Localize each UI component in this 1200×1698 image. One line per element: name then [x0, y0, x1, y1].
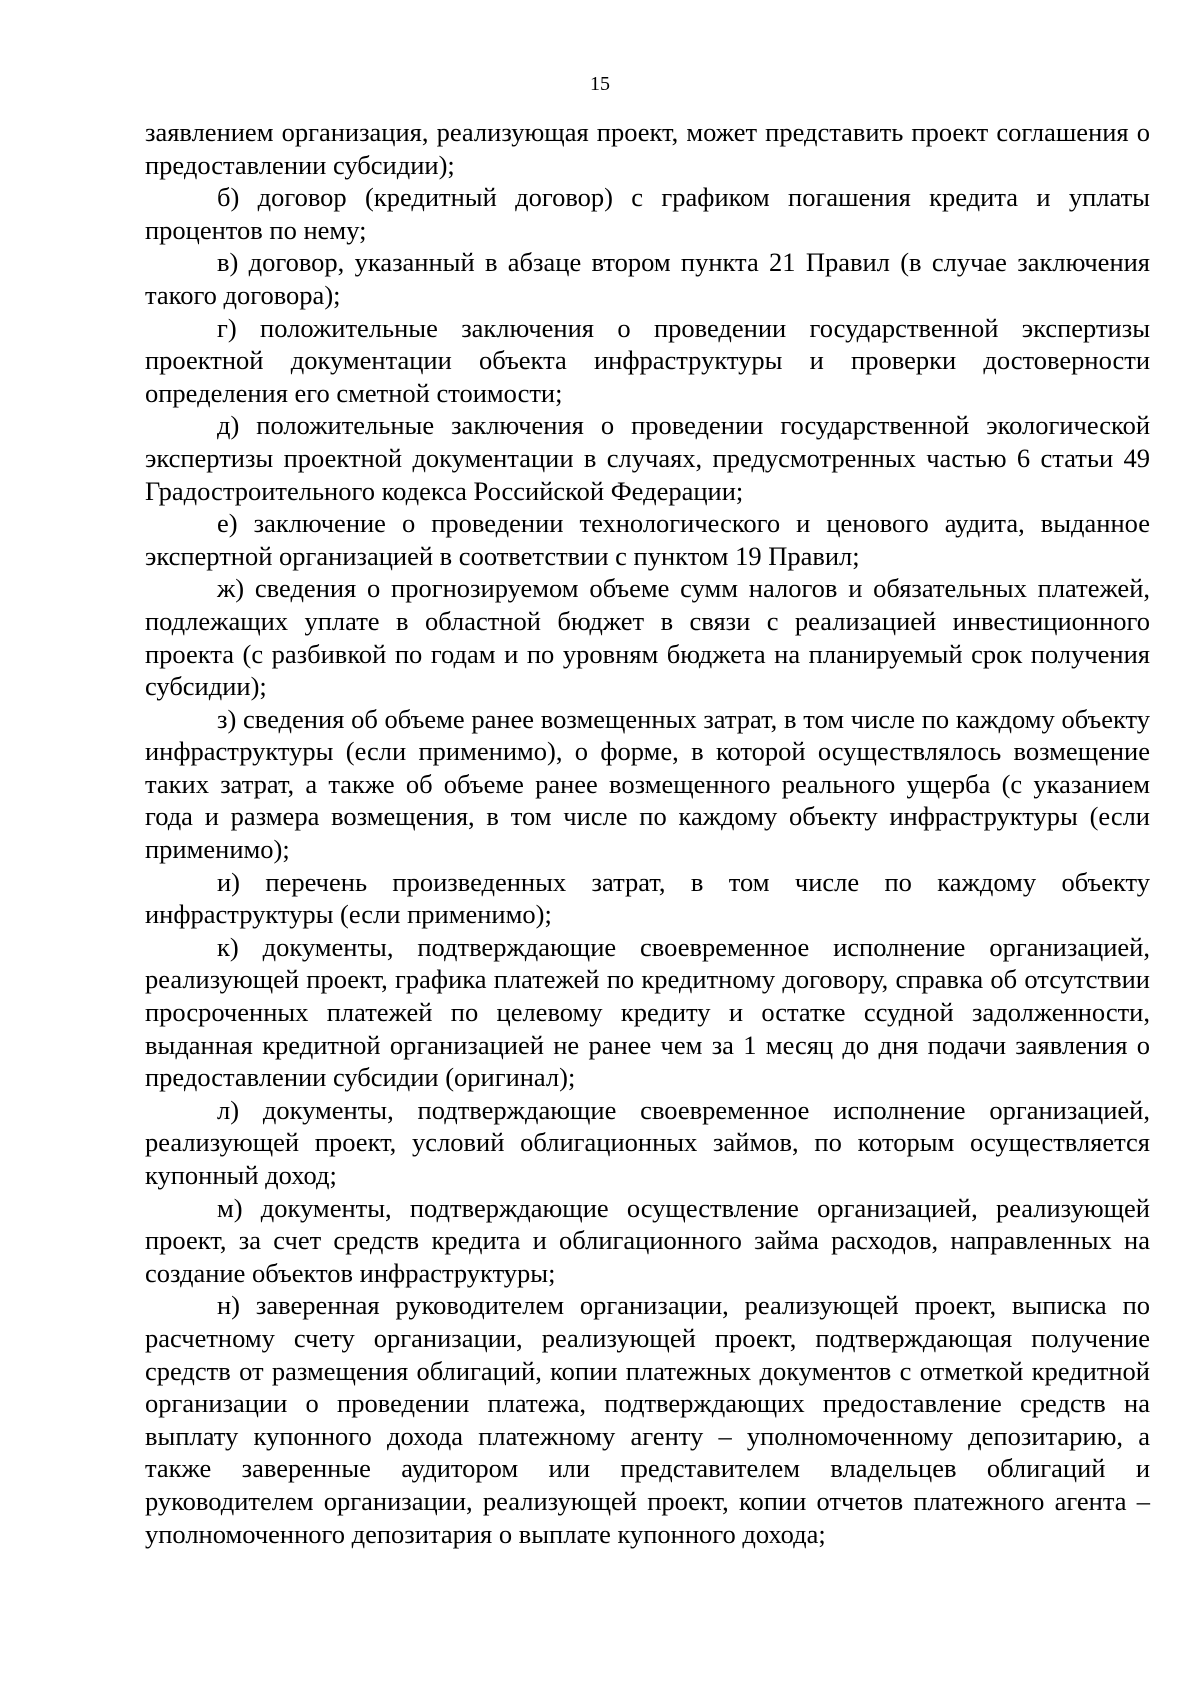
list-item-m: м) документы, подтверждающие осуществление организацией, реализующей проект, за счет средств кредита и облигационного займа расходов, направленных на создание объектов инфраструктуры;: [145, 1192, 1150, 1288]
body-text: [145, 116, 1150, 1550]
list-item-b: б) договор (кредитный договор) с графиком погашения кредита и уплаты процентов по нему;: [145, 182, 1150, 245]
list-item-e: е) заключение о проведении технологического и ценового аудита, выданное экспертной организацией в соответствии с пунктом 19 Правил;: [145, 508, 1150, 571]
list-item-l: л) документы, подтверждающие своевременное исполнение организацией, реализующей проект, условий облигационных займов, по которым осуществляется купонный доход;: [145, 1094, 1150, 1190]
list-item-d: д) положительные заключения о проведении государственной экологической экспертизы проектной документации в случаях, предусмотренных частью 6 статьи 49 Градостроительного кодекса Российской Федерации;: [145, 410, 1150, 506]
page-number: 15: [590, 73, 610, 95]
list-item-g: г) положительные заключения о проведении государственной экспертизы проектной документации объекта инфраструктуры и проверки достоверности определения его сметной стоимости;: [145, 312, 1150, 408]
list-item-i: и) перечень произведенных затрат, в том числе по каждому объекту инфраструктуры (если применимо);: [145, 866, 1150, 930]
list-item-k: к) документы, подтверждающие своевременное исполнение организацией, реализующей проект, графика платежей по кредитному договору, справка об отсутствии просроченных платежей по целевому кредиту и остатке ссудной задолженности, выданная кредитной организацией не ранее чем за 1 месяц до дня подачи заявления о предоставлении субсидии (оригинал);: [145, 931, 1150, 1093]
paragraph-continuation: заявлением организация, реализующая проект, может представить проект соглашения о предоставлении субсидии);: [145, 117, 1150, 180]
list-item-z: з) сведения об объеме ранее возмещенных затрат, в том числе по каждому объекту инфраструктуры (если применимо), о форме, в которой осуществлялось возмещение таких затрат, а также об объеме ранее возмещенного реального ущерба (с указанием года и размера возмещения, в том числе по каждому объекту инфраструктуры (если применимо);: [145, 703, 1150, 865]
list-item-v: в) договор, указанный в абзаце втором пункта 21 Правил (в случае заключения такого договора);: [145, 247, 1150, 310]
list-item-n: н) заверенная руководителем организации, реализующей проект, выписка по расчетному счету организации, реализующей проект, подтверждающая получение средств от размещения облигаций, копии платежных документов с отметкой кредитной организации о проведении платежа, подтверждающих предоставление средств на выплату купонного дохода платежному агенту – уполномоченному депозитарию, а также заверенные аудитором или представителем владельцев облигаций и руководителем организации, реализующей проект, копии отчетов платежного агента – уполномоченного депозитария о выплате купонного дохода;: [145, 1290, 1150, 1549]
list-item-zh: ж) сведения о прогнозируемом объеме сумм налогов и обязательных платежей, подлежащих уплате в областной бюджет в связи с реализацией инвестиционного проекта (с разбивкой по годам и по уровням бюджета на планируемый срок получения субсидии);: [145, 573, 1150, 702]
